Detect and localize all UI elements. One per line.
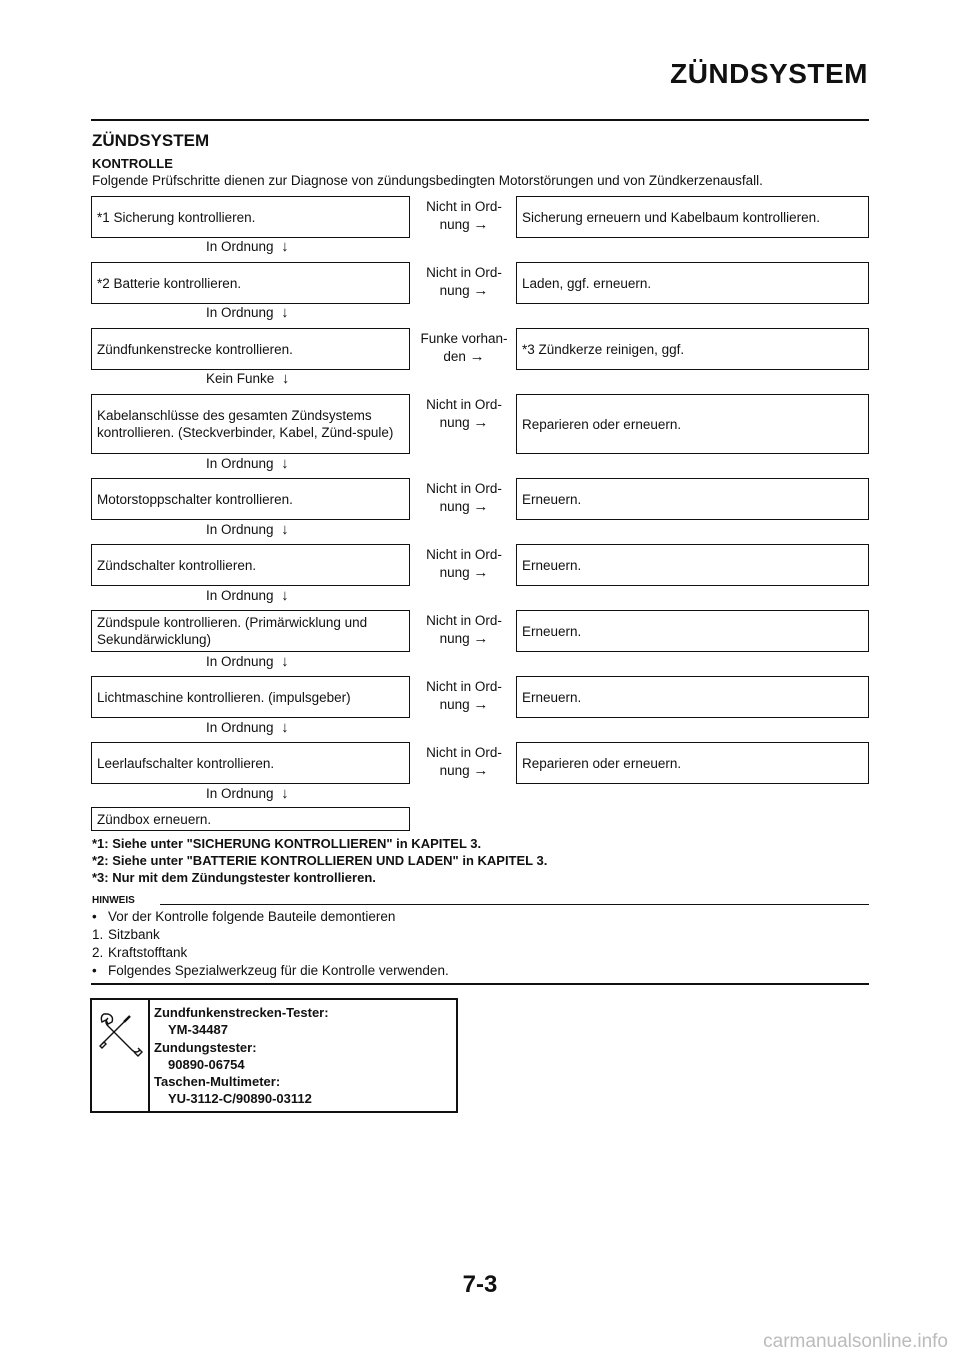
- note-text: Vor der Kontrolle folgende Bauteile demontieren: [108, 909, 396, 924]
- condition-4-line2: nung: [439, 415, 470, 430]
- check-step-2: *2 Batterie kontrollieren.: [91, 262, 410, 304]
- footnote-3: *3: Nur mit dem Zündungstester kontrollieren.: [92, 870, 376, 885]
- note-text: Sitzbank: [108, 927, 160, 942]
- note-line-1: [92, 909, 395, 924]
- condition-3-line1: Funke vorhan-: [420, 331, 508, 346]
- condition-2-line2: nung: [439, 283, 470, 298]
- arrow-down-icon: ↓: [281, 370, 290, 387]
- arrow-down-icon: ↓: [281, 455, 289, 472]
- arrow-down-icon: ↓: [281, 304, 289, 321]
- page-number: 7-3: [462, 1271, 498, 1298]
- note-text: Kraftstofftank: [108, 945, 188, 960]
- condition-5-line1: Nicht in Ord-: [426, 481, 502, 496]
- arrow-down-icon: ↓: [281, 521, 289, 538]
- check-step-4: Kabelanschlüsse des gesamten Zündsystems kontrollieren. (Steckverbinder, Kabel, Zünd-spule): [91, 394, 410, 454]
- condition-7: [412, 612, 516, 648]
- transition-1: [206, 239, 289, 255]
- action-step-9: Reparieren oder erneuern.: [516, 742, 869, 784]
- arrow-down-icon: ↓: [281, 587, 289, 604]
- transition-6-label: In Ordnung: [206, 588, 274, 603]
- note-text: Folgendes Spezialwerkzeug für die Kontrolle verwenden.: [108, 963, 449, 978]
- tool-list: [154, 1004, 329, 1108]
- transition-7: [206, 654, 289, 670]
- action-step-2: Laden, ggf. erneuern.: [516, 262, 869, 304]
- transition-3: [206, 371, 289, 387]
- footnote-1: *1: Siehe unter "SICHERUNG KONTROLLIEREN" in KAPITEL 3.: [92, 836, 482, 851]
- arrow-right-icon: →: [473, 630, 489, 647]
- tool-number-1: YM-34487: [168, 1022, 228, 1038]
- note-number: 2.: [92, 945, 104, 960]
- condition-5-line2: nung: [439, 499, 470, 514]
- note-bullet: •: [92, 909, 97, 924]
- transition-2: [206, 305, 289, 321]
- arrow-right-icon: →: [473, 696, 489, 713]
- condition-3-line2: den: [443, 349, 466, 364]
- footnote-2: *2: Siehe unter "BATTERIE KONTROLLIEREN UND LADEN" in KAPITEL 3.: [92, 853, 548, 868]
- condition-8-line2: nung: [439, 697, 470, 712]
- arrow-right-icon: →: [473, 282, 489, 299]
- condition-1-line1: Nicht in Ord-: [426, 199, 502, 214]
- note-divider: [160, 904, 869, 905]
- transition-3-label: Kein Funke: [206, 371, 275, 386]
- transition-8-label: In Ordnung: [206, 720, 274, 735]
- transition-5-label: In Ordnung: [206, 522, 274, 537]
- tool-number-2: 90890-06754: [168, 1056, 245, 1072]
- transition-4-label: In Ordnung: [206, 456, 274, 471]
- condition-2: [412, 264, 516, 300]
- section-title: ZÜNDSYSTEM: [92, 131, 210, 150]
- arrow-down-icon: ↓: [281, 238, 289, 255]
- action-step-4: Reparieren oder erneuern.: [516, 394, 869, 454]
- condition-5: [412, 480, 516, 516]
- action-step-5: Erneuern.: [516, 478, 869, 520]
- arrow-right-icon: →: [473, 414, 489, 431]
- action-step-7: Erneuern.: [516, 610, 869, 652]
- condition-9-line2: nung: [439, 763, 470, 778]
- transition-9-label: In Ordnung: [206, 786, 274, 801]
- condition-8: [412, 678, 516, 714]
- check-step-3: Zündfunkenstrecke kontrollieren.: [91, 328, 410, 370]
- condition-6-line1: Nicht in Ord-: [426, 547, 502, 562]
- note-line-4: [92, 963, 449, 978]
- arrow-down-icon: ↓: [281, 719, 289, 736]
- arrow-right-icon: →: [473, 216, 489, 233]
- condition-6-line2: nung: [439, 565, 470, 580]
- transition-1-label: In Ordnung: [206, 239, 274, 254]
- transition-9: [206, 786, 289, 802]
- watermark: carmanualsonline.info: [763, 1331, 948, 1352]
- transition-2-label: In Ordnung: [206, 305, 274, 320]
- check-step-5: Motorstoppschalter kontrollieren.: [91, 478, 410, 520]
- tool-number-3: YU-3112-C/90890-03112: [168, 1091, 312, 1107]
- condition-7-line1: Nicht in Ord-: [426, 613, 502, 628]
- check-step-7: Zündspule kontrollieren. (Primärwicklung und Sekundärwicklung): [91, 610, 410, 652]
- condition-4-line1: Nicht in Ord-: [426, 397, 502, 412]
- action-step-1: Sicherung erneuern und Kabelbaum kontrollieren.: [516, 196, 869, 238]
- special-tools-box: [90, 998, 458, 1113]
- arrow-down-icon: ↓: [281, 653, 289, 670]
- condition-8-line1: Nicht in Ord-: [426, 679, 502, 694]
- transition-6: [206, 588, 289, 604]
- subsection-title: KONTROLLE: [92, 156, 173, 171]
- note-bottom-divider: [91, 983, 869, 985]
- tool-name-2: Zundungstester:: [154, 1039, 257, 1055]
- condition-7-line2: nung: [439, 631, 470, 646]
- note-label: HINWEIS: [92, 895, 135, 906]
- wrench-screwdriver-icon: [94, 1004, 146, 1064]
- tool-name-3: Taschen-Multimeter:: [154, 1074, 281, 1090]
- arrow-right-icon: →: [469, 348, 485, 365]
- arrow-down-icon: ↓: [281, 785, 289, 802]
- page-header-title: ZÜNDSYSTEM: [670, 58, 868, 89]
- action-step-8: Erneuern.: [516, 676, 869, 718]
- arrow-right-icon: →: [473, 498, 489, 515]
- condition-1: [412, 198, 516, 234]
- condition-6: [412, 546, 516, 582]
- arrow-right-icon: →: [473, 564, 489, 581]
- condition-4: [412, 396, 516, 432]
- final-step: Zündbox erneuern.: [91, 807, 410, 831]
- condition-9: [412, 744, 516, 780]
- check-step-6: Zündschalter kontrollieren.: [91, 544, 410, 586]
- intro-text: Folgende Prüfschritte dienen zur Diagnose von zündungsbedingten Motorstörungen und von Zündkerzenausfall.: [92, 173, 763, 188]
- transition-8: [206, 720, 289, 736]
- condition-9-line1: Nicht in Ord-: [426, 745, 502, 760]
- note-line-2: [92, 927, 160, 942]
- condition-2-line1: Nicht in Ord-: [426, 265, 502, 280]
- tool-name-1: Zundfunkenstrecken-Tester:: [154, 1005, 329, 1020]
- note-number: 1.: [92, 927, 104, 942]
- transition-7-label: In Ordnung: [206, 654, 274, 669]
- transition-5: [206, 522, 289, 538]
- header-divider: [91, 119, 869, 121]
- action-step-3: *3 Zündkerze reinigen, ggf.: [516, 328, 869, 370]
- condition-3: [412, 330, 516, 366]
- transition-4: [206, 456, 289, 472]
- tool-icon-cell: [92, 1000, 150, 1111]
- check-step-8: Lichtmaschine kontrollieren. (impulsgeber): [91, 676, 410, 718]
- condition-1-line2: nung: [439, 217, 470, 232]
- action-step-6: Erneuern.: [516, 544, 869, 586]
- arrow-right-icon: →: [473, 762, 489, 779]
- note-bullet: •: [92, 963, 97, 978]
- note-line-3: [92, 945, 187, 960]
- check-step-1: *1 Sicherung kontrollieren.: [91, 196, 410, 238]
- check-step-9: Leerlaufschalter kontrollieren.: [91, 742, 410, 784]
